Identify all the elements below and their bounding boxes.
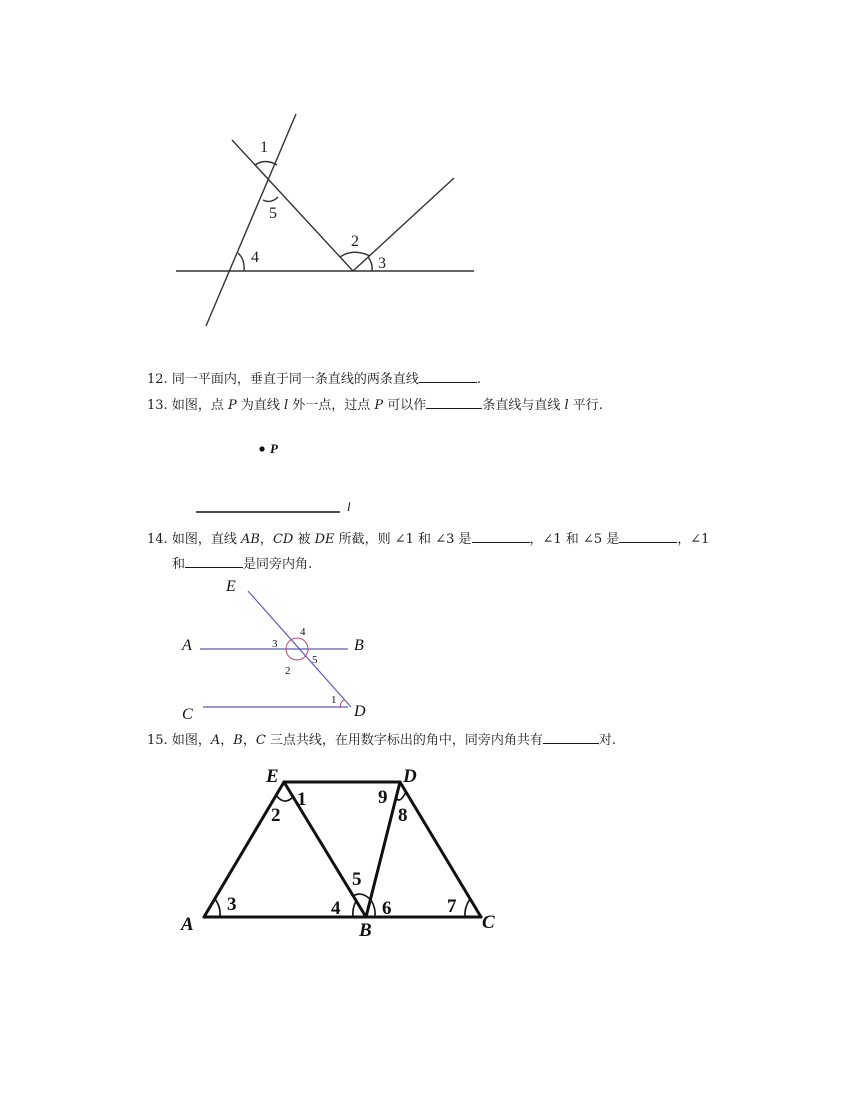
- question-number: 12.: [147, 372, 168, 387]
- answer-blank[interactable]: [619, 529, 677, 543]
- arc-angle-4: [238, 253, 244, 271]
- arc-angle-6: [371, 900, 375, 917]
- label-angle-8: 8: [398, 805, 408, 826]
- question-text: 同一平面内，垂直于同一条直线的两条直线: [171, 372, 419, 387]
- label-e: E: [266, 766, 279, 787]
- label-angle-9: 9: [378, 787, 388, 808]
- arc-angle-7: [465, 899, 470, 917]
- figure-transversal: [178, 574, 378, 724]
- label-e: E: [226, 578, 236, 595]
- arc-angle-1: [340, 700, 345, 707]
- label-angle-2: 2: [271, 805, 281, 826]
- arc-angle-1-2: [276, 795, 293, 801]
- question-12: 12. 同一平面内，垂直于同一条直线的两条直线 .: [147, 369, 481, 389]
- label-a: A: [182, 637, 192, 654]
- segment-ea: [204, 782, 284, 917]
- label-d: D: [403, 766, 417, 787]
- label-angle-5: 5: [312, 654, 318, 666]
- label-a: A: [181, 914, 194, 935]
- label-d: D: [354, 703, 366, 720]
- label-angle-6: 6: [382, 898, 392, 919]
- label-c: C: [482, 912, 495, 933]
- arc-angle-4: [353, 901, 356, 917]
- label-angle-4: 4: [300, 626, 306, 638]
- label-angle-5: 5: [352, 869, 362, 890]
- line-steep: [206, 114, 296, 326]
- label-angle-2: 2: [285, 665, 291, 677]
- label-b: B: [359, 920, 372, 941]
- question-15: 15. 如图，A，B，C 三点共线，在用数字标出的角中，同旁内角共有 对.: [147, 730, 616, 750]
- label-3: 3: [378, 255, 386, 272]
- question-14: 14. 如图，直线 AB，CD 被 DE 所截，则 ∠1 和 ∠3 是 ，∠1 和 ∠5 是 ，∠1: [147, 529, 709, 549]
- label-angle-7: 7: [447, 896, 457, 917]
- question-number: 15.: [147, 733, 168, 748]
- label-angle-3: 3: [227, 894, 237, 915]
- label-angle-1: 1: [331, 694, 337, 706]
- answer-blank[interactable]: [472, 529, 530, 543]
- answer-blank[interactable]: [426, 395, 482, 409]
- question-13: 13. 如图，点 P 为直线 l 外一点，过点 P 可以作 条直线与直线 l 平行.: [147, 395, 603, 415]
- arc-angle-1: [255, 162, 277, 166]
- label-1: 1: [260, 139, 268, 156]
- label-b: B: [354, 637, 364, 654]
- label-angle-3: 3: [272, 638, 278, 650]
- label-p: P: [270, 441, 278, 456]
- point-p-dot: [259, 446, 264, 451]
- answer-blank[interactable]: [543, 730, 599, 744]
- label-angle-1: 1: [297, 789, 307, 810]
- figure-angles-1-5: [170, 108, 480, 333]
- figure-trapezoid: [175, 760, 510, 945]
- arc-angle-3: [215, 899, 220, 917]
- answer-blank[interactable]: [419, 369, 477, 383]
- label-angle-4: 4: [331, 898, 341, 919]
- arc-angle-3: [368, 257, 372, 271]
- question-number: 14.: [147, 532, 168, 547]
- answer-blank[interactable]: [185, 554, 243, 568]
- label-2: 2: [351, 233, 359, 250]
- question-number: 13.: [147, 398, 168, 413]
- segment-dc: [400, 782, 481, 917]
- question-14-line2: 和 是同旁内角.: [172, 554, 312, 574]
- arc-angle-2: [340, 252, 370, 257]
- label-5: 5: [269, 205, 277, 222]
- arc-angle-5: [263, 197, 278, 201]
- figure-point-line: [190, 435, 370, 520]
- label-l: l: [347, 499, 351, 514]
- label-c: C: [182, 706, 193, 723]
- label-4: 4: [251, 249, 259, 266]
